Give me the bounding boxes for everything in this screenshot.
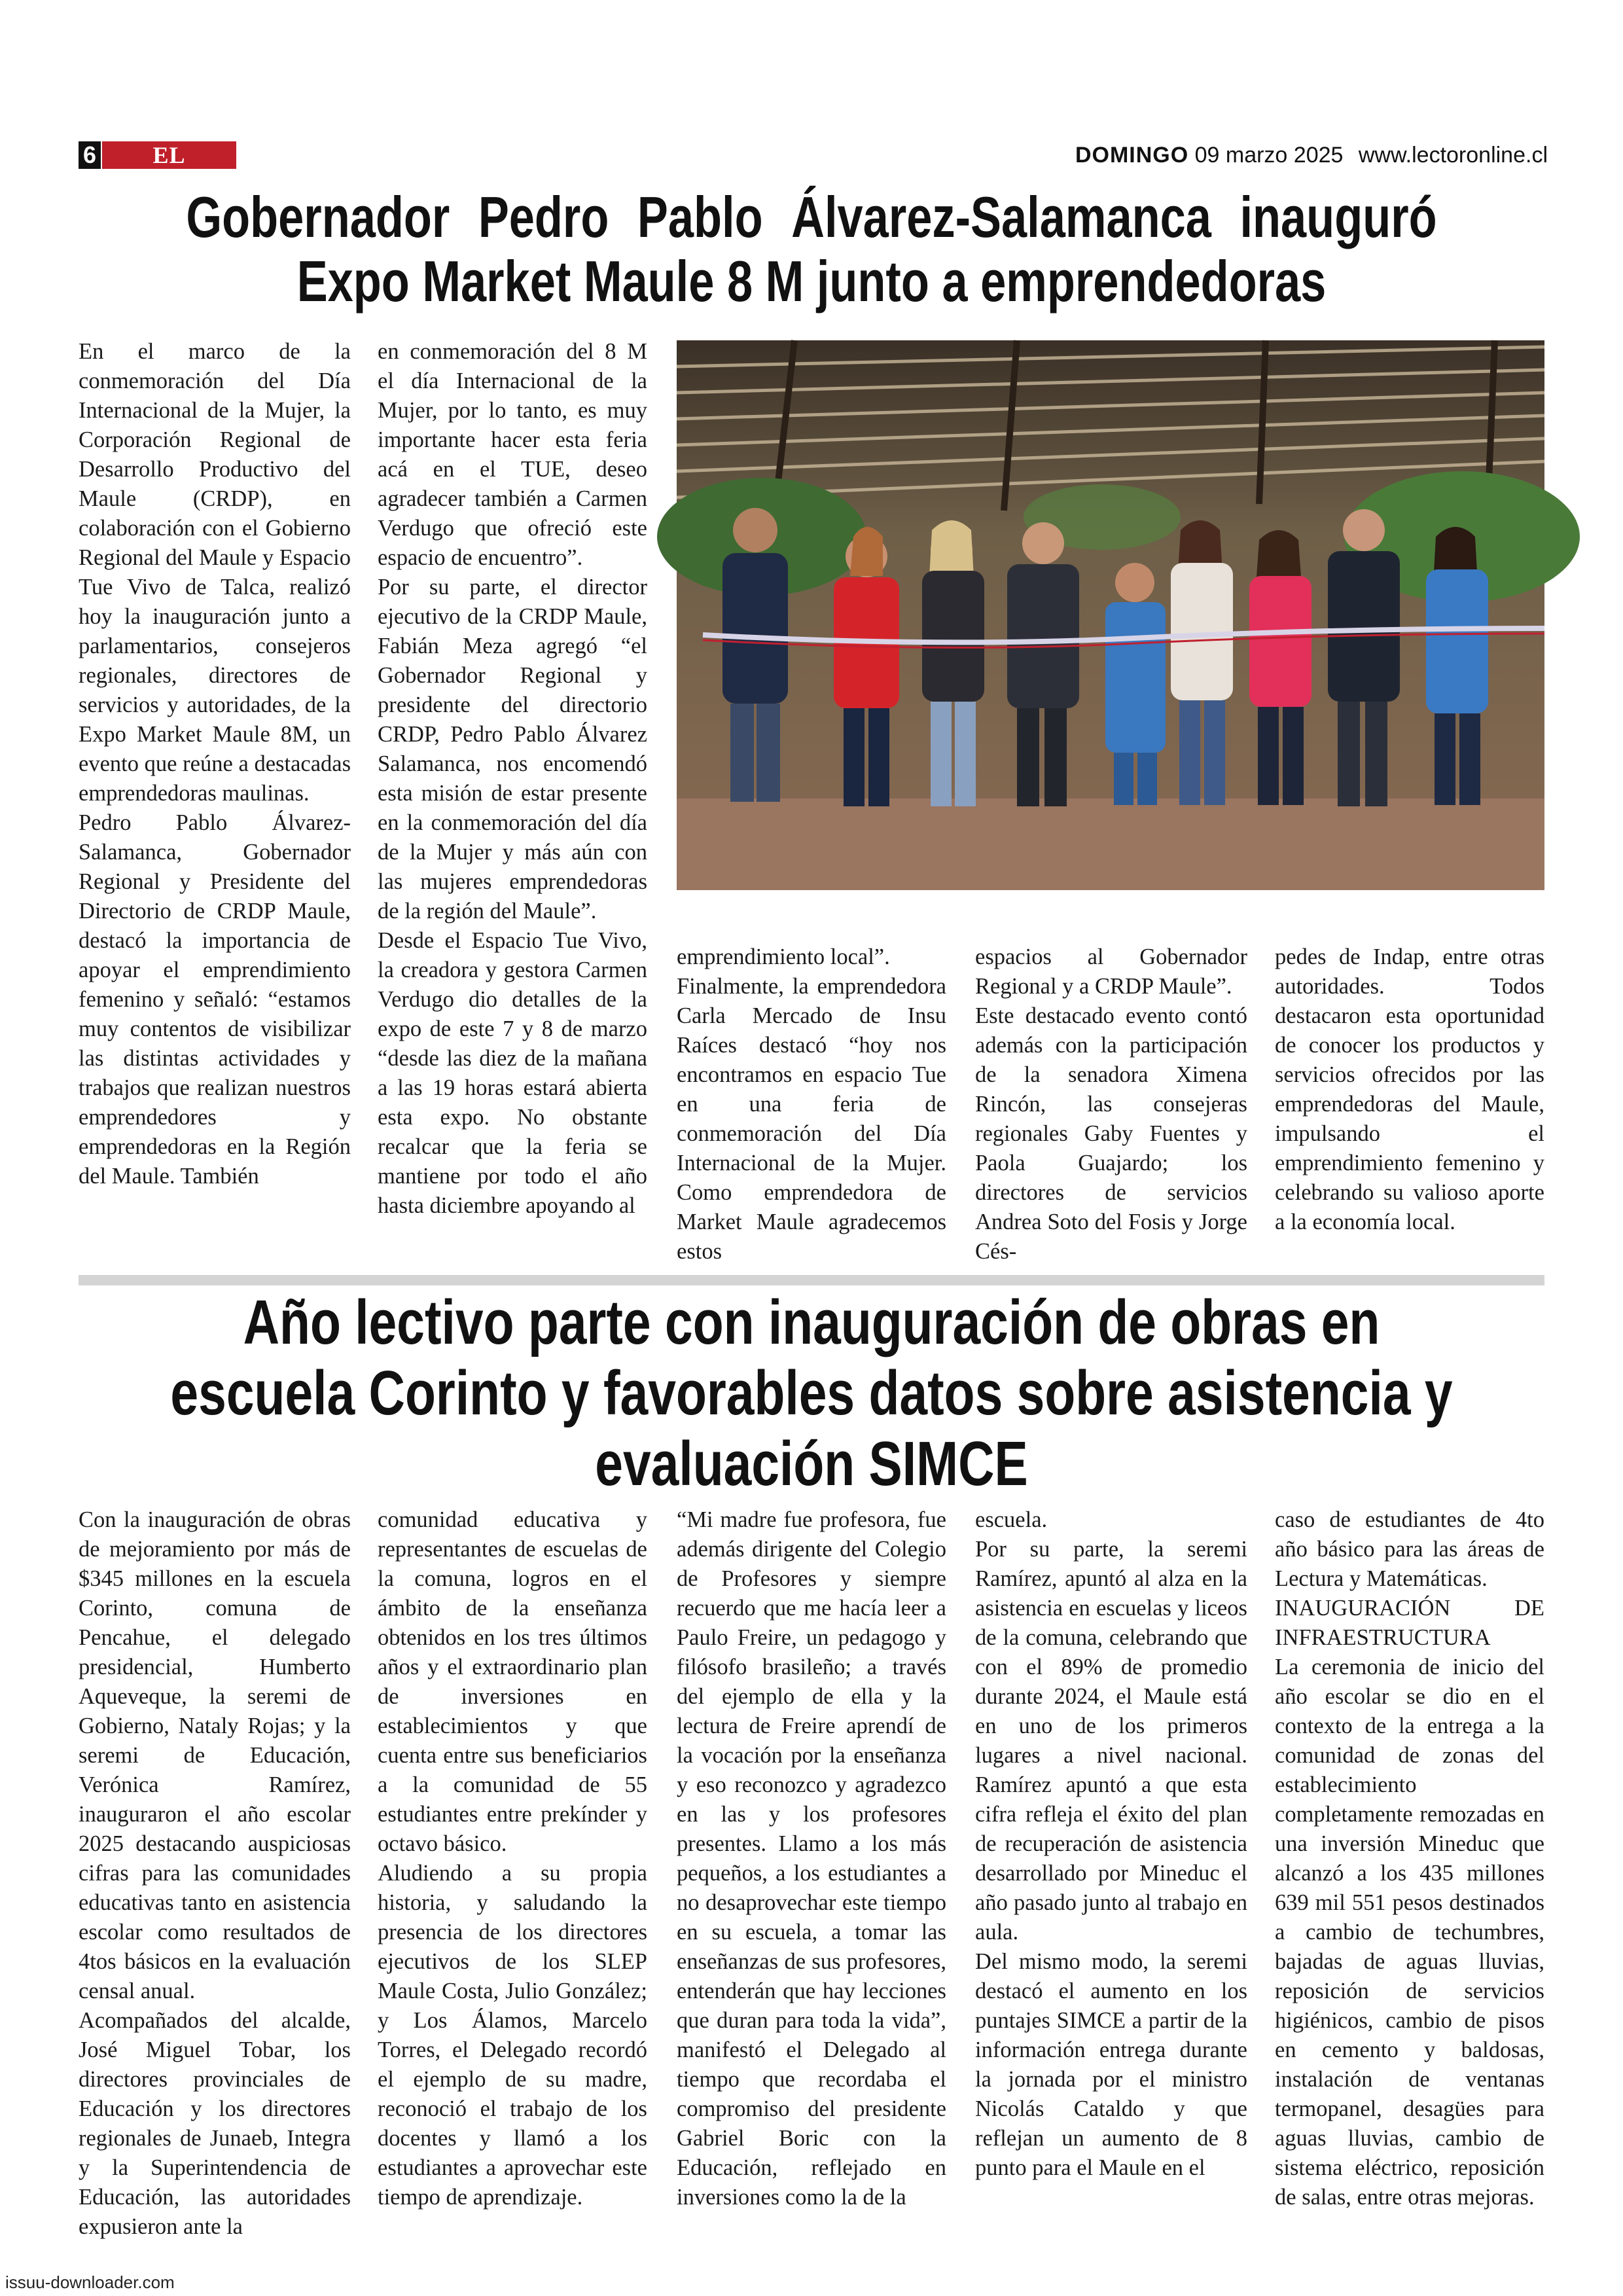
- article2-paragraph: Del mismo modo, la seremi destacó el aumento en los puntajes SIMCE a partir de la información entrega durante la jornada por el ministro Nicolás Cataldo y que reflejan un aumento de 8 punto para el Maule en el: [975, 1949, 1247, 2180]
- article2-paragraph: Acompañados del alcalde, José Miguel Tobar, los directores provinciales de Educación y los directores regionales de Junaeb, Integra y la Superintendencia de Educación, las autoridades expusieron ante la: [79, 2008, 351, 2239]
- article2-column-2: [378, 1505, 647, 2212]
- dateline-website[interactable]: www.lectoronline.cl: [1358, 143, 1548, 168]
- article2-paragraph: Con la inauguración de obras de mejoramiento por más de $345 millones en la escuela Corinto, comuna de Pencahue, el delegado presidencial, Humberto Aqueveque, la seremi de Gobierno, Nataly Rojas; y la seremi de Educación, Verónica Ramírez, inauguraron el año escolar 2025 destacando auspiciosas cifras para las comunidades educativas tanto en asistencia escolar como resultados de 4tos básicos en la evaluación censal anual.: [79, 1507, 351, 2003]
- article1-paragraph: En el marco de la conmemoración del Día Internacional de la Mujer, la Corporación Regional de Desarrollo Productivo del Maule (CRDP), en colaboración con el Gobierno Regional del Maule y Espacio Tue Vivo de Talca, realizó hoy la inauguración junto a parlamentarios, consejeros regionales, directores de servicios y autoridades, de la Expo Market Maule 8M, un evento que reúne a destacadas emprendedoras maulinas.: [79, 339, 351, 806]
- article1-paragraph: pedes de Indap, entre otras autoridades. Todos destacaron esta oportunidad de conocer los productos y servicios ofrecidos por las emprendedoras del Maule, impulsando el emprendimiento femenino y celebrando su valioso aporte a la economía local.: [1275, 944, 1544, 1234]
- ribbon-cutting-photo: [677, 340, 1544, 890]
- dateline-date: 09 marzo 2025: [1194, 143, 1344, 168]
- article1-paragraph: Por su parte, el director ejecutivo de la CRDP Maule, Fabián Meza agregó “el Gobernador Regional y presidente del directorio CRDP, Pedro Pablo Álvarez Salamanca, nos encomendó esta misión de estar presente en la conmemoración del día de la Mujer y más aún con las mujeres emprendedoras de la región del Maule”.: [378, 575, 647, 924]
- article2-subheading: INAUGURACIÓN DE INFRAESTRUCTURA: [1275, 1596, 1544, 1650]
- article2-paragraph: La ceremonia de inicio del año escolar se dio en el contexto de la entrega a la comunidad de zonas del establecimiento completamente remozadas en una inversión Mineduc que alcanzó a los 435 millones 639 mil 551 pesos destinados a cambio de techumbres, bajadas de aguas lluvias, reposición de servicios higiénicos, cambio de pisos en cemento y baldosas, instalación de ventanas termopanel, desagües para aguas lluvias, cambio de sistema eléctrico, reposición de salas, entre otras mejoras.: [1275, 1655, 1544, 2210]
- dateline-day: DOMINGO: [1075, 143, 1189, 168]
- article2-paragraph: comunidad educativa y representantes de escuelas de la comuna, logros en el ámbito de la enseñanza obtenidos en los tres últimos años y el extraordinario plan de inversiones en establecimientos y que cuenta entre sus beneficiarios a la comunidad de 55 estudiantes entre prekínder y octavo básico.: [378, 1507, 647, 1856]
- newspaper-logo: EL LECTOR: [102, 141, 236, 169]
- page-number: 6: [79, 141, 101, 169]
- dateline: [1075, 143, 1548, 168]
- article2-paragraph: escuela.: [975, 1507, 1048, 1532]
- article1-headline-line1: Gobernador Pedro Pablo Álvarez-Salamanca inauguró: [186, 185, 1437, 249]
- article2-headline-line3: evaluación SIMCE: [595, 1429, 1028, 1499]
- article1-headline-line2: Expo Market Maule 8 M junto a emprendedoras: [296, 249, 1327, 314]
- article1-paragraph: emprendimiento local”.: [677, 944, 890, 969]
- article1-photo: [677, 340, 1544, 890]
- article2-paragraph: Aludiendo a su propia historia, y saludando la presencia de los directores ejecutivos de los SLEP Maule Costa, Julio González; y Los Álamos, Marcelo Torres, el Delegado recordó el ejemplo de su madre, reconoció el trabajo de los docentes y llamó a los estudiantes a aprovechar este tiempo de aprendizaje.: [378, 1861, 647, 2210]
- article1-column-5: [1275, 942, 1544, 1257]
- article2-paragraph: “Mi madre fue profesora, fue además dirigente del Colegio de Profesores y siempre recuerdo que me hacía leer a Paulo Freire, un pedagogo y filósofo brasileño; a través del ejemplo de ella y la lectura de Freire aprendí de la vocación por la enseñanza y eso reconozco y agradezco en las y los profesores presentes. Llamo a los más pequeños, a los estudiantes a no desaprovechar este tiempo en su escuela, a tomar las enseñanzas de sus profesores, entenderán que hay lecciones que duran para toda la vida”, manifestó el Delegado al tiempo que recordaba el compromiso del presidente Gabriel Boric con la Educación, reflejado en inversiones como la de la: [677, 1507, 946, 2210]
- article1-column-4: [975, 942, 1247, 1264]
- article1-column-1: [79, 337, 351, 1253]
- article1-paragraph: en conmemoración del 8 M el día Internacional de la Mujer, por lo tanto, es muy importante hacer esta feria acá en el TUE, deseo agradecer también a Carmen Verdugo que ofreció este espacio de encuentro”.: [378, 339, 647, 570]
- section-divider: [79, 1275, 1544, 1285]
- watermark: issuu-downloader.com: [5, 2272, 175, 2292]
- article1-paragraph: Este destacado evento contó además con la participación de la senadora Ximena Rincón, las consejeras regionales Gaby Fuentes y Paola Guajardo; los directores de servicios Andrea Soto del Fosis y Jorge Cés-: [975, 1003, 1247, 1264]
- article1-paragraph: Pedro Pablo Álvarez-Salamanca, Gobernador Regional y Presidente del Directorio de CRDP Maule, destacó la importancia de apoyar el emprendimiento femenino y señaló: “estamos muy contentos de visibilizar las distintas actividades y trabajos que realizan nuestros emprendedores y emprendedoras en la Región del Maule. También: [79, 810, 351, 1189]
- article2-column-4: [975, 1505, 1247, 2212]
- article2-paragraph: Por su parte, la seremi Ramírez, apuntó al alza en la asistencia en escuelas y liceos de la comuna, celebrando que con el 89% de promedio durante 2024, el Maule está en uno de los primeros lugares a nivel nacional. Ramírez apuntó a que esta cifra refleja el éxito del plan de recuperación de asistencia desarrollado por Mineduc el año pasado junto al trabajo en aula.: [975, 1537, 1247, 1945]
- article1-paragraph: Desde el Espacio Tue Vivo, la creadora y gestora Carmen Verdugo dio detalles de la expo de este 7 y 8 de marzo “desde las diez de la mañana a las 19 horas estará abierta esta expo. No obstante recalcar que la feria se mantiene por todo el año hasta diciembre apoyando al: [378, 928, 647, 1218]
- article2-headline-line2: escuela Corinto y favorables datos sobre asistencia y: [170, 1358, 1453, 1428]
- article2-column-5: [1275, 1505, 1544, 2212]
- article1-column-3: [677, 942, 946, 1264]
- article2-headline-line1: Año lectivo parte con inauguración de obras en: [243, 1287, 1380, 1357]
- article2-column-1: [79, 1505, 351, 2239]
- article1-paragraph: Finalmente, la emprendedora Carla Mercado de Insu Raíces destacó “hoy nos encontramos en espacio Tue en una feria de conmemoración del Día Internacional de la Mujer. Como emprendedora de Market Maule agradecemos estos: [677, 974, 946, 1264]
- article1-column-2: [378, 337, 647, 1253]
- article2-column-3: [677, 1505, 946, 2212]
- article2-paragraph: caso de estudiantes de 4to año básico para las áreas de Lectura y Matemáticas.: [1275, 1507, 1544, 1591]
- article1-paragraph: espacios al Gobernador Regional y a CRDP Maule”.: [975, 944, 1247, 999]
